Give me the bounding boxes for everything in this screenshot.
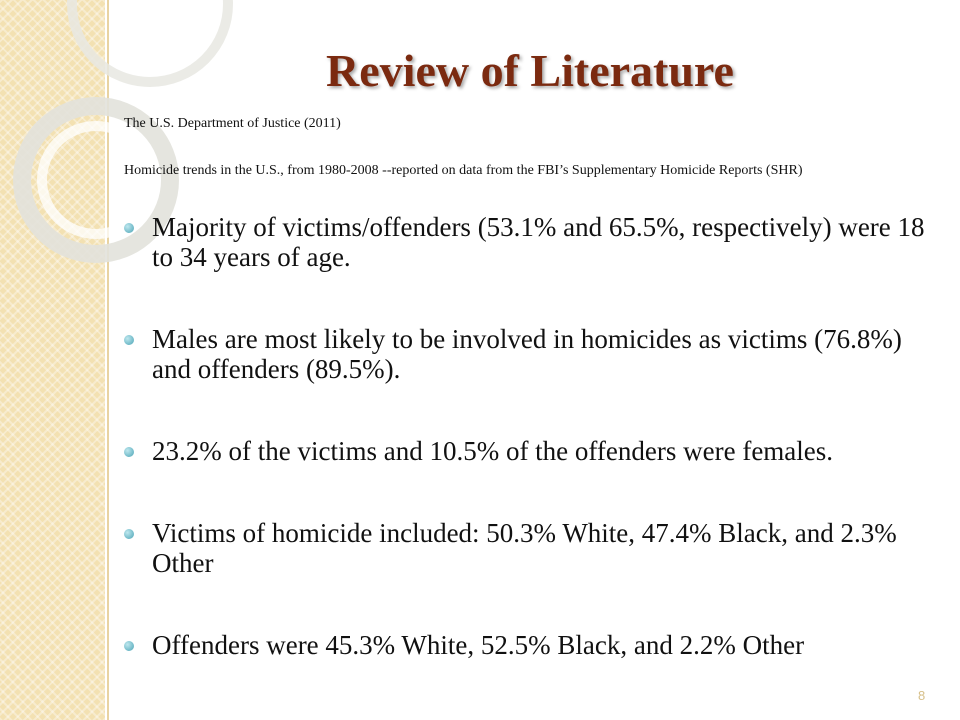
bullet-icon bbox=[124, 223, 134, 233]
bullet-text: Majority of victims/offenders (53.1% and 65.5%, respectively) were 18 to 34 years of age. bbox=[152, 212, 925, 272]
bullet-icon bbox=[124, 641, 134, 651]
bullet-text: Offenders were 45.3% White, 52.5% Black, and 2.2% Other bbox=[152, 630, 805, 660]
bullet-icon bbox=[124, 335, 134, 345]
slide-title: Review of Literature bbox=[326, 45, 734, 96]
bullet-icon bbox=[124, 529, 134, 539]
bullet-icon bbox=[124, 447, 134, 457]
bullet-item bbox=[124, 212, 934, 272]
source-citation: The U.S. Department of Justice (2011) bbox=[124, 116, 341, 131]
bullet-item bbox=[124, 324, 934, 384]
bullet-text: Males are most likely to be involved in homicides as victims (76.8%) and offenders (89.5%). bbox=[152, 324, 902, 384]
bullet-item bbox=[124, 436, 934, 466]
bullet-item bbox=[124, 518, 934, 578]
bullet-list bbox=[124, 212, 934, 712]
bullet-text: 23.2% of the victims and 10.5% of the offenders were females. bbox=[152, 436, 834, 466]
bullet-item bbox=[124, 630, 934, 660]
bullet-text: Victims of homicide included: 50.3% White, 47.4% Black, and 2.3% Other bbox=[152, 518, 897, 578]
slide-subtitle: Homicide trends in the U.S., from 1980-2008 --reported on data from the FBI’s Supplementary Homicide Reports (SHR) bbox=[124, 163, 803, 178]
page-number: 8 bbox=[918, 688, 926, 703]
